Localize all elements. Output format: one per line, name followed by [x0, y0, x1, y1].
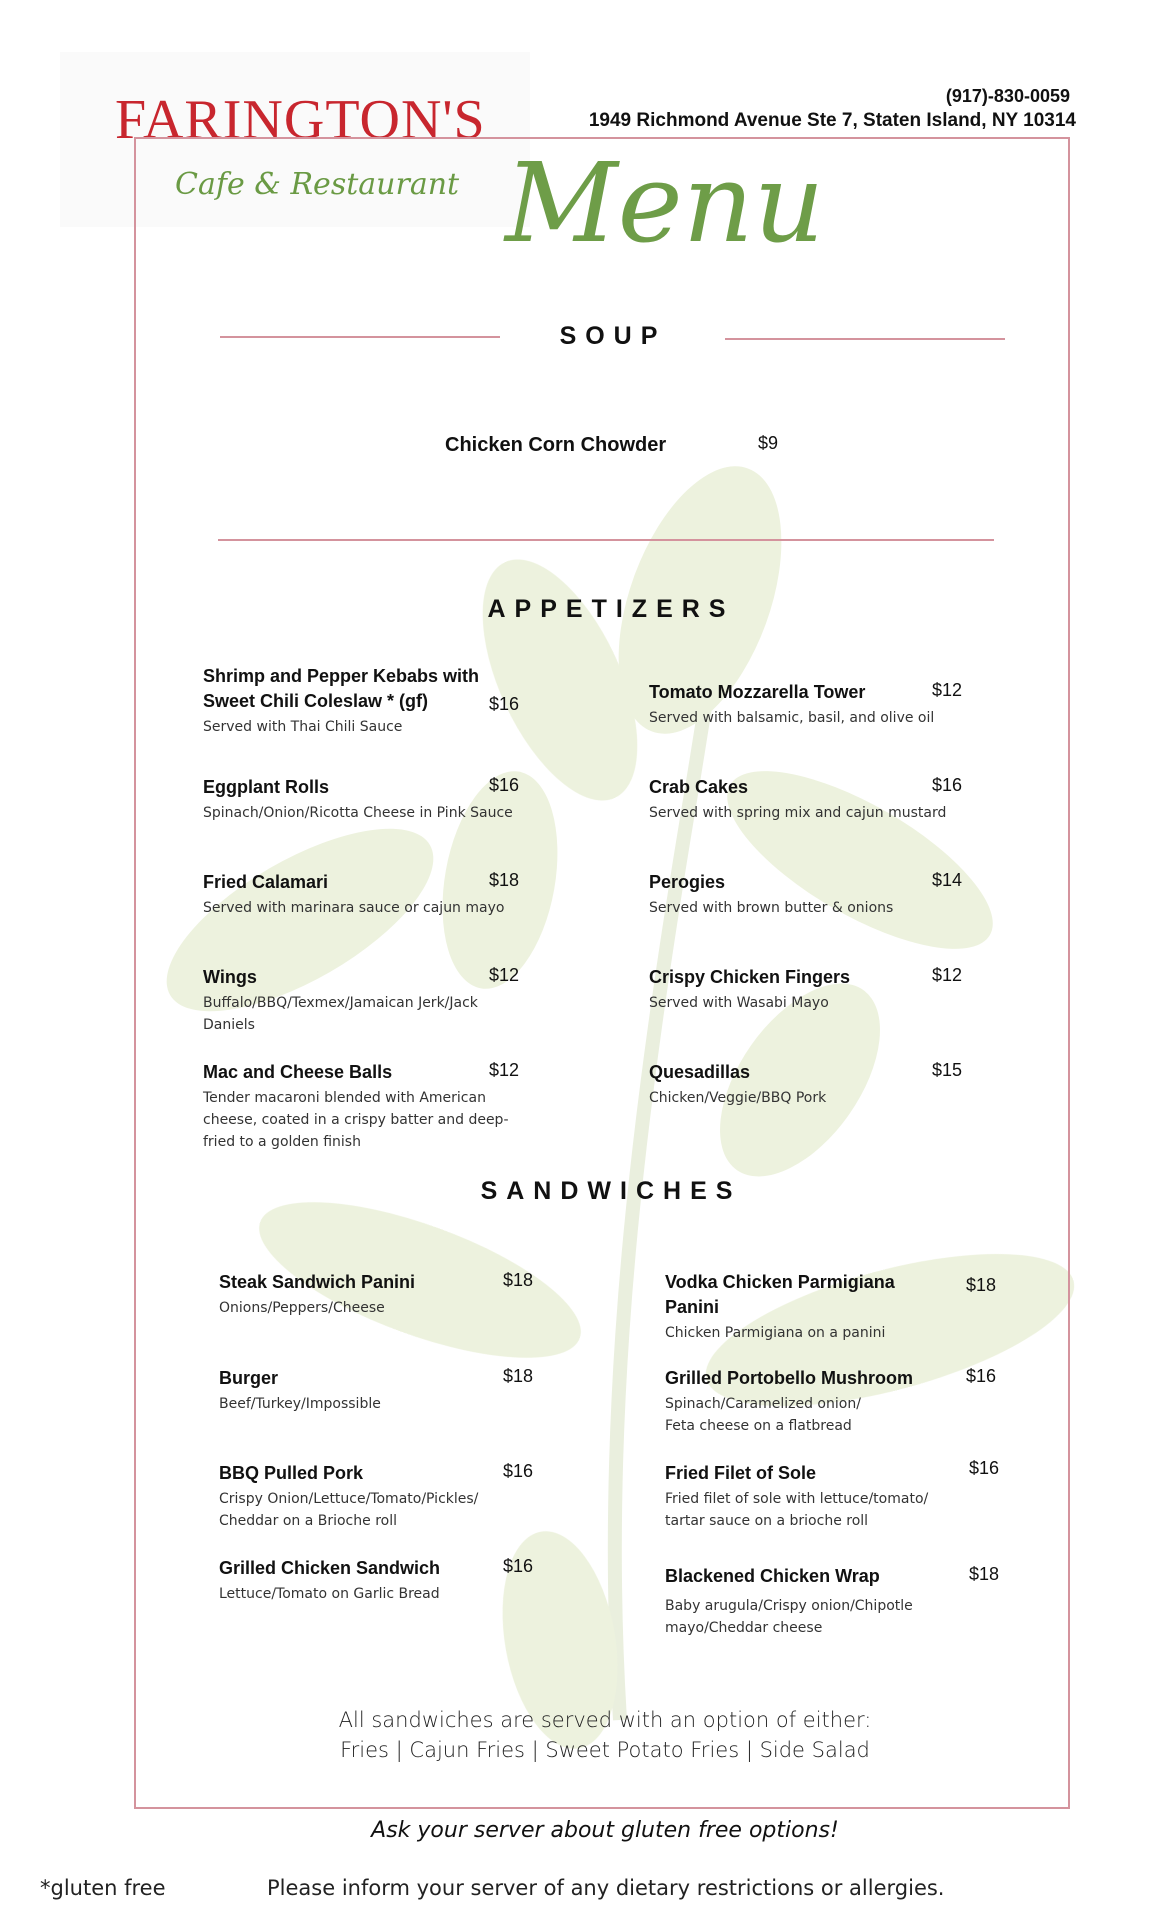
- item-name: Eggplant Rolls: [203, 777, 329, 797]
- menu-title: Menu: [505, 139, 825, 267]
- item-name: Crab Cakes: [649, 777, 749, 797]
- item-name: Chicken Corn Chowder: [445, 434, 667, 456]
- item-price: $12: [489, 1060, 520, 1080]
- list-item: [649, 680, 969, 729]
- item-name: Vodka Chicken Parmigiana Panini: [665, 1272, 895, 1317]
- item-price: $12: [489, 965, 520, 985]
- soup-title: SOUP: [559, 322, 667, 350]
- item-name: Shrimp and Pepper Kebabs with Sweet Chili Coleslaw * (gf): [203, 666, 480, 711]
- item-name: Crispy Chicken Fingers: [649, 967, 851, 987]
- item-name: BBQ Pulled Pork: [219, 1463, 364, 1483]
- item-price: $16: [489, 775, 520, 795]
- item-description: Served with Thai Chili Sauce: [203, 719, 403, 735]
- frame-mask: [0, 0, 140, 235]
- list-item: [219, 1366, 539, 1415]
- item-price: $15: [932, 1060, 963, 1080]
- item-price: $16: [932, 775, 963, 795]
- item-name: Wings: [203, 967, 257, 987]
- list-item: [203, 775, 523, 824]
- item-description: Tender macaroni blended with American cheese, coated in a crispy batter and deep-fried to a golden finish: [203, 1090, 509, 1150]
- item-price: $18: [503, 1270, 534, 1290]
- item-price: $16: [503, 1461, 534, 1481]
- list-item: [649, 775, 969, 824]
- item-price: $18: [503, 1366, 534, 1386]
- list-item: [665, 1366, 1005, 1437]
- item-name: Fried Calamari: [203, 872, 329, 892]
- list-item: [219, 1270, 539, 1319]
- item-price: $18: [966, 1275, 997, 1295]
- item-description: Served with marinara sauce or cajun mayo: [203, 900, 505, 916]
- item-description: Served with brown butter & onions: [649, 900, 894, 916]
- logo-title: FARINGTON'S: [115, 89, 486, 151]
- phone-number: (917)-830-0059: [945, 86, 1070, 106]
- sides-line-1: All sandwiches are served with an option of either:: [338, 1708, 872, 1732]
- item-description: Buffalo/BBQ/Texmex/Jamaican Jerk/Jack Daniels: [203, 995, 478, 1033]
- soup-item: [445, 433, 805, 458]
- item-name: Tomato Mozzarella Tower: [649, 682, 866, 702]
- item-price: $16: [969, 1458, 1000, 1478]
- item-price: $9: [758, 433, 779, 453]
- list-item: [665, 1458, 1005, 1532]
- list-item: [649, 965, 969, 1014]
- item-name: Quesadillas: [649, 1062, 751, 1082]
- list-item: [219, 1556, 539, 1605]
- item-price: $18: [969, 1564, 1000, 1584]
- item-price: $14: [932, 870, 963, 890]
- item-description: Baby arugula/Crispy onion/Chipotle mayo/Cheddar cheese: [665, 1598, 913, 1636]
- item-description: Onions/Peppers/Cheese: [219, 1300, 385, 1316]
- sides-line-2: Fries | Cajun Fries | Sweet Potato Fries | Side Salad: [340, 1738, 870, 1762]
- item-name: Grilled Chicken Sandwich: [219, 1558, 441, 1578]
- item-description: Lettuce/Tomato on Garlic Bread: [219, 1586, 440, 1602]
- list-item: [203, 664, 523, 738]
- list-item: [203, 870, 523, 919]
- item-price: $16: [966, 1366, 997, 1386]
- item-description: Crispy Onion/Lettuce/Tomato/Pickles/ Cheddar on a Brioche roll: [219, 1491, 479, 1529]
- item-price: $12: [932, 965, 963, 985]
- item-description: Chicken Parmigiana on a panini: [665, 1325, 886, 1341]
- list-item: [665, 1270, 1005, 1344]
- allergy-note: Please inform your server of any dietary restrictions or allergies.: [267, 1876, 945, 1900]
- item-description: Served with balsamic, basil, and olive oil: [649, 710, 935, 726]
- appetizers-title: APPETIZERS: [487, 595, 735, 623]
- item-description: Spinach/Onion/Ricotta Cheese in Pink Sauce: [203, 805, 513, 821]
- item-price: $16: [489, 694, 520, 714]
- list-item: [203, 1060, 520, 1153]
- item-description: Served with Wasabi Mayo: [649, 995, 829, 1011]
- list-item: [649, 1060, 969, 1109]
- gluten-free-key: *gluten free: [40, 1876, 166, 1900]
- item-name: Perogies: [649, 872, 726, 892]
- address: 1949 Richmond Avenue Ste 7, Staten Island, NY 10314: [588, 110, 1076, 131]
- item-price: $16: [503, 1556, 534, 1576]
- item-description: Served with spring mix and cajun mustard: [649, 805, 947, 821]
- item-name: Fried Filet of Sole: [665, 1463, 817, 1483]
- list-item: [219, 1461, 534, 1532]
- item-name: Blackened Chicken Wrap: [665, 1566, 880, 1586]
- item-name: Grilled Portobello Mushroom: [665, 1368, 914, 1388]
- list-item: [649, 870, 969, 919]
- list-item: [665, 1564, 1005, 1639]
- item-description: Spinach/Caramelized onion/ Feta cheese on a flatbread: [665, 1396, 861, 1434]
- list-item: [203, 965, 520, 1036]
- item-name: Mac and Cheese Balls: [203, 1062, 393, 1082]
- soup-divider: [218, 539, 994, 541]
- item-description: Fried filet of sole with lettuce/tomato/ tartar sauce on a brioche roll: [665, 1491, 929, 1529]
- item-price: $12: [932, 680, 963, 700]
- item-name: Steak Sandwich Panini: [219, 1272, 416, 1292]
- item-description: Beef/Turkey/Impossible: [219, 1396, 381, 1412]
- item-description: Chicken/Veggie/BBQ Pork: [649, 1090, 827, 1106]
- item-name: Burger: [219, 1368, 279, 1388]
- gluten-free-prompt: Ask your server about gluten free options!: [371, 1818, 839, 1843]
- item-price: $18: [489, 870, 520, 890]
- sandwiches-title: SANDWICHES: [480, 1177, 742, 1205]
- logo-subtitle: Cafe & Restaurant: [175, 167, 460, 202]
